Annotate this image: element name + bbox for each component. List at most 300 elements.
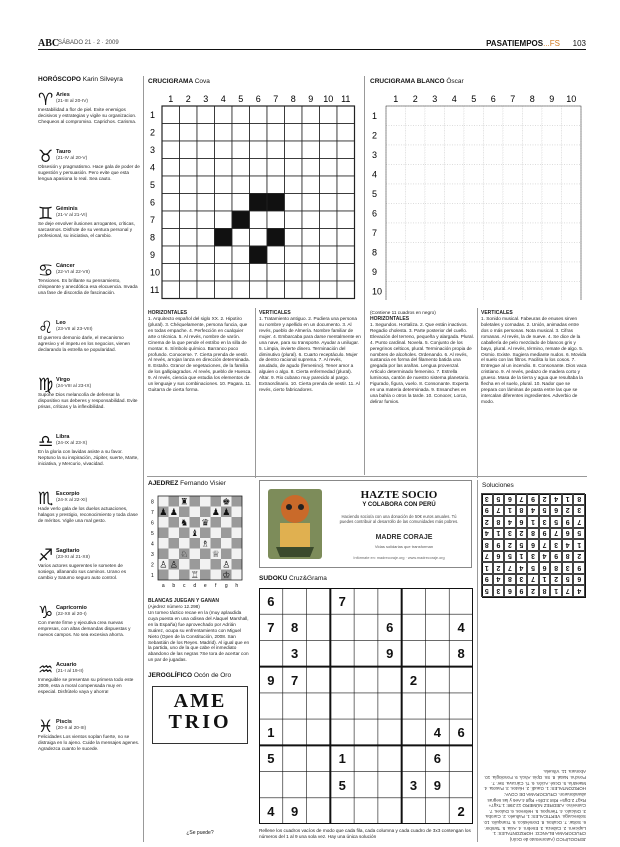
crossword-cell[interactable]: [386, 243, 406, 263]
crossword-cell[interactable]: [337, 106, 355, 124]
crossword-cell[interactable]: [386, 223, 406, 243]
crossword-cell[interactable]: [162, 211, 180, 229]
sudoku-given: 5: [267, 751, 275, 767]
crossword-cell[interactable]: [320, 264, 338, 282]
crossword-cell[interactable]: [267, 211, 285, 229]
crossword-cell[interactable]: [562, 165, 582, 185]
crossword-cell[interactable]: [542, 282, 562, 301]
rank-label: 4: [151, 541, 154, 548]
file-label: h: [235, 583, 239, 589]
chess-square: [179, 559, 190, 570]
crossword-cell[interactable]: [464, 165, 484, 185]
crossword-cell[interactable]: [484, 204, 504, 224]
crossword-cell[interactable]: [337, 264, 355, 282]
crossword-cell[interactable]: [523, 106, 543, 126]
crossword-cell[interactable]: [406, 184, 426, 204]
sudoku-given: 2: [409, 672, 418, 688]
crossword-cell[interactable]: [180, 229, 198, 247]
column-number: 2: [412, 94, 418, 104]
crossword-cell[interactable]: [267, 281, 285, 299]
crossword-cell[interactable]: [523, 282, 543, 301]
crossword-cell[interactable]: [445, 106, 465, 126]
crossword-cell[interactable]: [562, 184, 582, 204]
crossword-cell[interactable]: [503, 262, 523, 282]
crossword-cell[interactable]: [386, 106, 406, 126]
crossword-cell[interactable]: [542, 106, 562, 126]
crossword-cell[interactable]: [285, 159, 303, 177]
ad-brand: MADRE CORAJE: [375, 534, 433, 541]
crossword-cell[interactable]: [445, 126, 465, 146]
crossword-cell[interactable]: [406, 145, 426, 165]
soluciones-text: JEROGLÍFICO (Autorretrato de Ocón) CRUCIGRAMA BLANCO: HORIZONTALES: 1. Lapicero. 2. Cabeza. 3. Enebro. 4. Asia. 5. Tambor. 6. Soltar. 7. Ocultos. 8. Doméstico. 9. Tranquilo. 10. Sobrecargo. VERTICALES: 1. Pañuelo. 2. Caroba. 3. Oráculo. 4. Tiempos. 5. Hebreos. 6. Dulces. 7. Camerino. AJEDREZ NÚMERO 12.298: 1.Txg7+ Rxg7 2.Dg5+ Rh8 3.Df6+ Rg8 4.Ae6 y las negras abandonaron. CRUCIGRAMA DE COVA: HORIZONTALES: 1. Gaudí. 2. Hiatos. 3. Pasota. 4. Maestría. 5. Ocsé. Ación. 6. Ti. Cárcava. Ser. 7. Poncho. Natal. 8. Sn. Opio. Ahcá. 9. Fonología. 10. Abonara. 11. Vihuela.: [483, 769, 586, 842]
crossword-cell[interactable]: [425, 243, 445, 263]
crossword-cell[interactable]: [232, 194, 250, 212]
crossword-cell[interactable]: [302, 141, 320, 159]
crossword-cell[interactable]: [503, 184, 523, 204]
crossword-cell[interactable]: [302, 281, 320, 299]
crossword-cell[interactable]: [484, 243, 504, 263]
crossword-cell[interactable]: [562, 145, 582, 165]
crossword-cell[interactable]: [484, 184, 504, 204]
row-number: 4: [150, 162, 156, 173]
crossword-cell[interactable]: [162, 141, 180, 159]
crossword-cell[interactable]: [425, 262, 445, 282]
crossword-cell[interactable]: [267, 229, 285, 247]
chess-square: [158, 549, 169, 560]
row-number: 1: [372, 110, 378, 121]
crossword-cell[interactable]: [386, 165, 406, 185]
crossword-cell[interactable]: [464, 126, 484, 146]
solution-cell: 5: [573, 528, 585, 540]
ad-footer: Infórmate en: madrecoraje.org · www.madrecoraje.org: [353, 556, 445, 560]
crossword-cell[interactable]: [445, 223, 465, 243]
mask-illustration-icon: [266, 487, 324, 561]
crossword-cell[interactable]: [215, 141, 233, 159]
crossword-cell[interactable]: [386, 145, 406, 165]
crossword-cell[interactable]: [464, 145, 484, 165]
solution-cell: 1: [481, 562, 493, 574]
solution-cell: 2: [573, 551, 585, 563]
solution-cell: 9: [493, 539, 505, 551]
crossword-cell[interactable]: [320, 176, 338, 194]
crossword-cell[interactable]: [162, 281, 180, 299]
solution-cell: 5: [504, 551, 516, 563]
crossword-cell[interactable]: [180, 124, 198, 142]
crossword-cell[interactable]: [425, 282, 445, 301]
chess-square: [232, 528, 243, 539]
crossword-cell[interactable]: [320, 159, 338, 177]
crossword-cell[interactable]: [523, 165, 543, 185]
crossword-cell[interactable]: [180, 159, 198, 177]
crossword-cell[interactable]: [197, 159, 215, 177]
chess-square: [158, 496, 169, 507]
crossword-cell[interactable]: [542, 223, 562, 243]
crossword-cell[interactable]: [484, 106, 504, 126]
crossword-cell[interactable]: [406, 204, 426, 224]
chess-piece-icon: ♟: [169, 508, 178, 518]
crossword-cell[interactable]: [320, 211, 338, 229]
crossword-cell[interactable]: [285, 264, 303, 282]
crossword-cell[interactable]: [162, 264, 180, 282]
crossword-cell[interactable]: [180, 281, 198, 299]
crossword-cell[interactable]: [285, 281, 303, 299]
crossword-cell[interactable]: [215, 176, 233, 194]
crossword-cell[interactable]: [250, 246, 268, 264]
crossword-cell[interactable]: [542, 243, 562, 263]
chess-piece-icon: ♛: [201, 518, 210, 529]
crossword-cell[interactable]: [215, 124, 233, 142]
crossword-cell[interactable]: [197, 229, 215, 247]
crossword-cell[interactable]: [162, 159, 180, 177]
sign-text: Felicidades Los vientos soplan fuerte, no se distraiga en lo ajeno. Cuide la mensajes agenes. Agradezca cuanto le sucede.: [38, 733, 140, 751]
rank-label: 7: [151, 510, 154, 516]
crossword-cell[interactable]: [406, 262, 426, 282]
crossword-cell[interactable]: [406, 243, 426, 263]
horoscope-sign: [38, 434, 140, 484]
crossword-cell[interactable]: [267, 246, 285, 264]
crossword-cell[interactable]: [503, 106, 523, 126]
crossword-cell[interactable]: [302, 246, 320, 264]
sign-name: Tauro: [56, 149, 71, 156]
crossword-cell[interactable]: [250, 141, 268, 159]
capricornio-icon: ♑: [38, 603, 54, 624]
crossword-cell[interactable]: [302, 176, 320, 194]
solution-cell: 5: [550, 516, 562, 528]
crossword-cell[interactable]: [425, 165, 445, 185]
crossword-cell[interactable]: [197, 281, 215, 299]
crossword-cell[interactable]: [425, 145, 445, 165]
crossword-cell[interactable]: [464, 262, 484, 282]
crossword-cell[interactable]: [445, 145, 465, 165]
crossword-cell[interactable]: [267, 124, 285, 142]
crossword-cell[interactable]: [320, 229, 338, 247]
crossword-cell[interactable]: [337, 281, 355, 299]
crossword-cell[interactable]: [386, 126, 406, 146]
crossword-cell[interactable]: [484, 262, 504, 282]
crossword-cell[interactable]: [337, 229, 355, 247]
crossword-cell[interactable]: [445, 165, 465, 185]
sign-dates: (24-VIII al 23-IX): [56, 384, 92, 389]
crossword-cell[interactable]: [232, 246, 250, 264]
crossword-cell[interactable]: [425, 223, 445, 243]
crossword-cell[interactable]: [562, 282, 582, 301]
crossword-cell[interactable]: [337, 124, 355, 142]
crossword-cell[interactable]: [250, 106, 268, 124]
crossword-cell[interactable]: [250, 264, 268, 282]
crossword-cell[interactable]: [180, 246, 198, 264]
crossword-cell[interactable]: [285, 211, 303, 229]
crossword-cell[interactable]: [562, 106, 582, 126]
row-number: 2: [150, 127, 156, 138]
crossword-cell[interactable]: [523, 145, 543, 165]
crossword-cell[interactable]: [337, 246, 355, 264]
crossword-cell[interactable]: [484, 282, 504, 301]
crossword-cell[interactable]: [162, 246, 180, 264]
crossword-cell[interactable]: [503, 145, 523, 165]
crossword-cell[interactable]: [337, 176, 355, 194]
column-number: 2: [185, 94, 191, 104]
crossword-cell[interactable]: [215, 281, 233, 299]
crossword-cell[interactable]: [464, 223, 484, 243]
crossword-cell[interactable]: [162, 176, 180, 194]
row-number: 1: [150, 109, 156, 120]
crossword-cell[interactable]: [232, 281, 250, 299]
crossword-cell[interactable]: [464, 106, 484, 126]
crossword-cell[interactable]: [197, 264, 215, 282]
crossword-cell[interactable]: [523, 184, 543, 204]
row-number: 11: [150, 284, 160, 295]
solution-cell: 2: [504, 539, 516, 551]
crossword-cell[interactable]: [503, 126, 523, 146]
solution-cell: 8: [573, 493, 585, 505]
crossword-cell[interactable]: [267, 141, 285, 159]
crossword-cell[interactable]: [267, 194, 285, 212]
sudoku-given: 1: [338, 751, 346, 767]
crossword-cell[interactable]: [250, 124, 268, 142]
crossword-cell[interactable]: [445, 204, 465, 224]
crossword-cell[interactable]: [215, 264, 233, 282]
crossword-cell[interactable]: [542, 126, 562, 146]
crossword-cell[interactable]: [285, 141, 303, 159]
solution-cell: 5: [539, 505, 551, 517]
crossword-cell[interactable]: [406, 165, 426, 185]
crossword-cell[interactable]: [562, 223, 582, 243]
crossword-cell[interactable]: [162, 106, 180, 124]
crossword-cell[interactable]: [337, 194, 355, 212]
crossword-cell[interactable]: [484, 126, 504, 146]
crossword-cell[interactable]: [215, 229, 233, 247]
crossword-cell[interactable]: [162, 194, 180, 212]
crossword-cell[interactable]: [250, 211, 268, 229]
solution-cell: 2: [516, 528, 528, 540]
chess-square: [190, 517, 201, 528]
crossword-cell[interactable]: [215, 159, 233, 177]
sign-text: Hade verlo gala de los duelos actuaciones, halagos y prestigio, reconocimiento y toda clase de méritos. Vigile una mal gesto.: [38, 505, 138, 523]
column-number: 9: [549, 94, 555, 104]
crossword-cell[interactable]: [445, 262, 465, 282]
crossword-cell[interactable]: [267, 106, 285, 124]
crossword-cell[interactable]: [562, 204, 582, 224]
crossword-cell[interactable]: [562, 262, 582, 282]
crossword-cell[interactable]: [232, 211, 250, 229]
chess-piece-icon: ♕: [211, 550, 220, 560]
column-number: 3: [432, 94, 438, 104]
chess-square: [190, 559, 201, 570]
crossword-cell[interactable]: [215, 211, 233, 229]
ad-body: Haciendo socio/a con una donación de 50€ euros anuales. Tú puedes contribuir al desarrollo de las comunidades más pobres.: [339, 514, 459, 525]
crossword-cell[interactable]: [250, 159, 268, 177]
crossword-cell[interactable]: [503, 223, 523, 243]
crossword-cell[interactable]: [162, 229, 180, 247]
crossword-cell[interactable]: [285, 194, 303, 212]
crossword-cell[interactable]: [425, 184, 445, 204]
crossword-cell[interactable]: [320, 246, 338, 264]
sign-text: Inmeguible se presentan su primera todo este 2009, esta a moral compensada muy en especial. Disfrútelo vaya y ahorra!: [38, 676, 134, 694]
crossword-cell[interactable]: [503, 282, 523, 301]
crossword-cell[interactable]: [386, 184, 406, 204]
crossword-cell[interactable]: [285, 176, 303, 194]
crossword-cell[interactable]: [320, 194, 338, 212]
crossword-cell[interactable]: [302, 211, 320, 229]
chess-piece-icon: ♟: [222, 508, 231, 518]
crossword-cell[interactable]: [180, 211, 198, 229]
crossword-cell[interactable]: [180, 194, 198, 212]
crossword-cell[interactable]: [285, 124, 303, 142]
crossword-cell[interactable]: [542, 165, 562, 185]
solution-cell: 7: [493, 505, 505, 517]
sudoku-grid: [259, 588, 473, 824]
crossword-cell[interactable]: [285, 106, 303, 124]
crossword-cell[interactable]: [484, 145, 504, 165]
crossword-cell[interactable]: [197, 106, 215, 124]
chess-square: [158, 517, 169, 528]
crossword-cell[interactable]: [445, 184, 465, 204]
crossword-cell[interactable]: [484, 165, 504, 185]
crossword-cell[interactable]: [232, 141, 250, 159]
crossword-cell[interactable]: [562, 243, 582, 263]
crossword-cell[interactable]: [215, 106, 233, 124]
crossword-cell[interactable]: [302, 124, 320, 142]
solution-cell: 7: [527, 574, 539, 586]
crossword-cell[interactable]: [425, 204, 445, 224]
sudoku-given: 8: [291, 620, 299, 636]
crossword-cell[interactable]: [464, 282, 484, 301]
issue-date: SÁBADO 21 · 2 · 2009: [58, 40, 119, 46]
crossword-cell[interactable]: [285, 246, 303, 264]
crossword-cell[interactable]: [464, 204, 484, 224]
crossword-cell[interactable]: [180, 141, 198, 159]
crossword-cell[interactable]: [503, 204, 523, 224]
section-title: PASATIEMPOS...FS: [486, 39, 560, 48]
crossword-cell[interactable]: [197, 124, 215, 142]
crossword-cell[interactable]: [302, 229, 320, 247]
column-number: 10: [323, 94, 334, 104]
chess-square: [200, 559, 211, 570]
crossword-cell[interactable]: [267, 176, 285, 194]
crossword-cell[interactable]: [197, 194, 215, 212]
crossword-cell[interactable]: [162, 124, 180, 142]
crossword-cell[interactable]: [523, 204, 543, 224]
crossword-cell[interactable]: [445, 282, 465, 301]
crossword-cell[interactable]: [285, 229, 303, 247]
sign-dates: (21-IV al 20-V): [56, 156, 88, 161]
sign-dates: (20-II al 20-III): [56, 726, 87, 731]
crossword-cell[interactable]: [215, 194, 233, 212]
sudoku-given: 3: [291, 646, 299, 662]
crossword-cell[interactable]: [337, 211, 355, 229]
crucigrama-horizontales: HORIZONTALES 1. Arquitecto español del siglo XX. 2. Hipotiro (plural). 3. Chéquelamente, persona funcia, que en todas empache. 4. Perfección en cualquier arte o técnica. 5. Al revés, nombre de varón. Cinema de la que pende el estribo en la silla de montar. 6. Símbolo químico. Barranco poco profundo. Conocerse. 7. Cierta prenda de vestir. Al revés, arrojan lanza en dirección determinada. 8. Estaño. Granor de vegetaciones, de la familia de los gallipiagrados. Al revés, pueblo de Huesca. 9. Al revés, ciencia que estudia los elementos de un lenguaje y sus combinaciones. 10. Pagara. 11. Guitarra de cierta forma.: [148, 310, 252, 392]
chess-square: [200, 528, 211, 539]
crossword-cell[interactable]: [232, 106, 250, 124]
crossword-cell[interactable]: [464, 243, 484, 263]
crossword-cell[interactable]: [250, 176, 268, 194]
crossword-cell[interactable]: [542, 204, 562, 224]
crossword-cell[interactable]: [503, 243, 523, 263]
crossword-cell[interactable]: [337, 141, 355, 159]
crossword-cell[interactable]: [562, 126, 582, 146]
crossword-cell[interactable]: [180, 176, 198, 194]
crossword-cell[interactable]: [232, 124, 250, 142]
solution-cell: 2: [493, 562, 505, 574]
crossword-cell[interactable]: [542, 184, 562, 204]
crossword-cell[interactable]: [320, 124, 338, 142]
crossword-cell[interactable]: [406, 126, 426, 146]
crossword-cell[interactable]: [445, 243, 465, 263]
crossword-cell[interactable]: [302, 194, 320, 212]
crossword-cell[interactable]: [523, 262, 543, 282]
row-number: 7: [372, 227, 378, 238]
sudoku-given: 9: [386, 646, 394, 662]
column-number: 3: [203, 94, 209, 104]
crossword-cell[interactable]: [180, 106, 198, 124]
crossword-cell[interactable]: [386, 262, 406, 282]
sudoku-given: 4: [267, 803, 275, 819]
crossword-cell[interactable]: [523, 126, 543, 146]
crossword-cell[interactable]: [503, 165, 523, 185]
acuario-icon: ♒: [38, 660, 54, 681]
crossword-cell[interactable]: [523, 243, 543, 263]
crossword-cell[interactable]: [267, 264, 285, 282]
crossword-cell[interactable]: [215, 246, 233, 264]
crossword-cell[interactable]: [523, 223, 543, 243]
crossword-cell[interactable]: [180, 264, 198, 282]
chess-square: [232, 538, 243, 549]
crossword-cell[interactable]: [302, 106, 320, 124]
crossword-cell[interactable]: [406, 282, 426, 301]
crossword-cell[interactable]: [425, 126, 445, 146]
crossword-cell[interactable]: [386, 204, 406, 224]
solution-cell: 2: [481, 516, 493, 528]
crossword-cell[interactable]: [250, 194, 268, 212]
crossword-cell[interactable]: [302, 159, 320, 177]
crossword-cell[interactable]: [232, 229, 250, 247]
horoscope-sign: [38, 206, 140, 256]
crossword-cell[interactable]: [197, 211, 215, 229]
crossword-cell[interactable]: [542, 262, 562, 282]
crossword-cell[interactable]: [320, 106, 338, 124]
crossword-cell[interactable]: [250, 281, 268, 299]
sign-name: Capricornio: [56, 605, 87, 612]
crossword-cell[interactable]: [484, 223, 504, 243]
solution-cell: 8: [562, 551, 574, 563]
horoscope-sign: [38, 548, 140, 598]
crossword-cell[interactable]: [386, 282, 406, 301]
crossword-cell[interactable]: [337, 159, 355, 177]
column-rule: [477, 480, 478, 842]
crossword-cell[interactable]: [464, 184, 484, 204]
solution-cell: 6: [550, 505, 562, 517]
solution-cell: 1: [527, 516, 539, 528]
crossword-cell[interactable]: [250, 229, 268, 247]
horoscope-sign: [38, 605, 140, 655]
crossword-cell[interactable]: [302, 264, 320, 282]
crossword-cell[interactable]: [197, 246, 215, 264]
crossword-cell[interactable]: [232, 264, 250, 282]
chess-piece-icon: ♜: [180, 497, 189, 508]
crossword-cell[interactable]: [425, 106, 445, 126]
crossword-cell[interactable]: [232, 159, 250, 177]
crossword-cell[interactable]: [320, 141, 338, 159]
crossword-cell[interactable]: [197, 141, 215, 159]
solution-cell: 8: [527, 528, 539, 540]
crossword-cell[interactable]: [406, 106, 426, 126]
crossword-cell[interactable]: [267, 159, 285, 177]
crossword-cell[interactable]: [406, 223, 426, 243]
crossword-cell[interactable]: [232, 176, 250, 194]
crossword-cell[interactable]: [542, 145, 562, 165]
crossword-cell[interactable]: [320, 281, 338, 299]
crossword-cell[interactable]: [197, 176, 215, 194]
